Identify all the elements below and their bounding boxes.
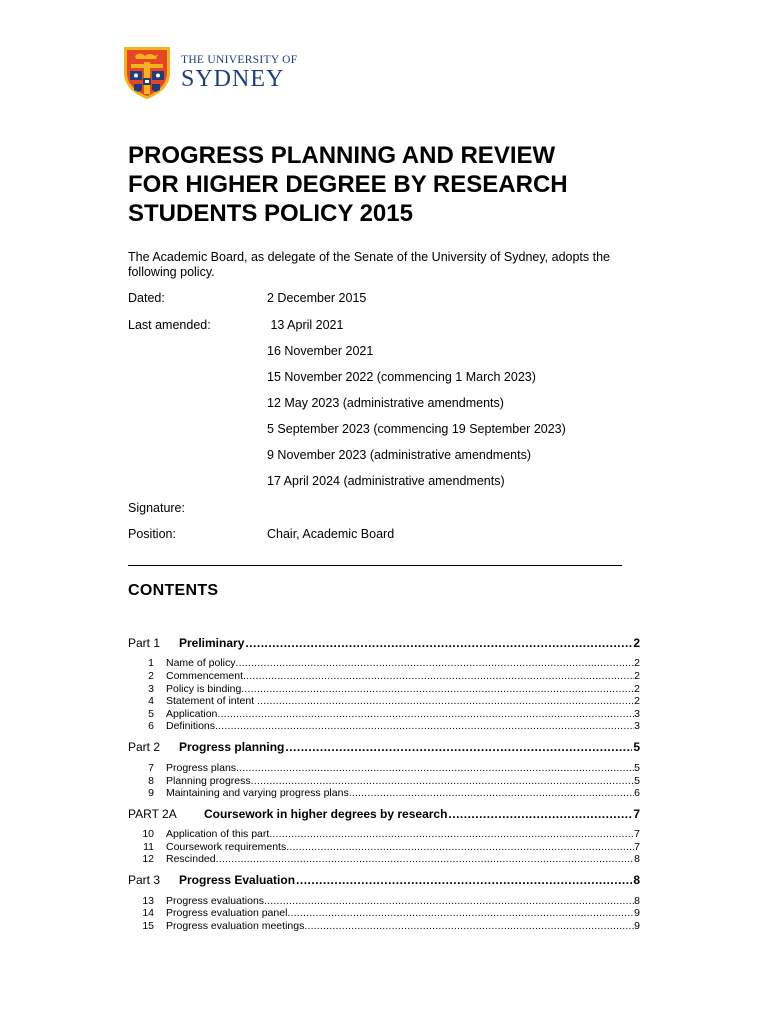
toc-page-number: 2: [634, 657, 640, 669]
toc-page-number: 3: [634, 708, 640, 720]
toc-item-number: 11: [143, 841, 154, 853]
toc-leader-dots: [264, 895, 634, 908]
toc-item-planning-progress[interactable]: [138, 775, 640, 788]
toc-part-number: PART 2A: [128, 807, 177, 821]
toc-item-number: 1: [148, 657, 154, 669]
amendment-date: 13 April 2021: [267, 318, 344, 332]
toc-leader-dots: [236, 762, 634, 775]
toc-item-number: 2: [148, 670, 154, 682]
toc-item-title: Progress evaluations: [166, 895, 265, 907]
toc-leader-dots: [286, 841, 634, 854]
toc-page-number: 7: [633, 807, 640, 821]
toc-page-number: 2: [634, 683, 640, 695]
toc-page-number: 9: [634, 920, 640, 932]
toc-part-2[interactable]: [128, 740, 640, 754]
toc-page-number: 8: [634, 853, 640, 865]
amendment-date: 5 September 2023 (commencing 19 September 2023): [267, 422, 566, 436]
toc-item-title: Progress evaluation panel: [166, 907, 288, 919]
toc-item-application-of-this-part[interactable]: [138, 828, 640, 841]
dated-value: 2 December 2015: [267, 291, 367, 305]
toc-page-number: 9: [634, 907, 640, 919]
amendment-date: 16 November 2021: [267, 344, 374, 358]
amendment-date: 9 November 2023 (administrative amendments): [267, 448, 532, 462]
toc-item-number: 6: [148, 720, 154, 732]
toc-item-title: Application of this part: [166, 828, 270, 840]
toc-leader-dots: [349, 787, 634, 800]
toc-item-title: Application: [166, 708, 218, 720]
toc-item-title: Planning progress: [166, 775, 251, 787]
toc-part-title: Progress planning: [179, 740, 285, 754]
last-amended-label: Last amended:: [128, 318, 211, 332]
horizontal-divider: [128, 565, 622, 566]
toc-page-number: 5: [634, 762, 640, 774]
dated-label: Dated:: [128, 291, 165, 305]
toc-item-title: Name of policy: [166, 657, 236, 669]
toc-part-title: Preliminary: [179, 636, 245, 650]
toc-item-title: Rescinded: [166, 853, 216, 865]
toc-part-2a[interactable]: [128, 807, 640, 821]
toc-page-number: 2: [634, 695, 640, 707]
toc-part-1[interactable]: [128, 636, 640, 650]
toc-page-number: 3: [634, 720, 640, 732]
toc-item-coursework-requirements[interactable]: [138, 841, 640, 854]
toc-leader-dots: [304, 920, 634, 933]
toc-leader-dots: [296, 873, 632, 887]
toc-item-maintaining-progress-plans[interactable]: [138, 787, 640, 800]
toc-item-title: Maintaining and varying progress plans: [166, 787, 349, 799]
toc-page-number: 2: [634, 670, 640, 682]
toc-item-policy-is-binding[interactable]: [138, 683, 640, 696]
toc-item-statement-of-intent[interactable]: [138, 695, 640, 708]
toc-item-title: Definitions: [166, 720, 216, 732]
toc-item-title: Progress plans: [166, 762, 237, 774]
wordmark-line-1: THE UNIVERSITY OF: [181, 53, 298, 66]
toc-item-number: 7: [148, 762, 154, 774]
toc-item-progress-evaluation-panel[interactable]: [138, 907, 640, 920]
toc-item-rescinded[interactable]: [138, 853, 640, 866]
toc-leader-dots: [285, 740, 632, 754]
toc-item-title: Statement of intent: [166, 695, 258, 707]
toc-part-number: Part 3: [128, 873, 161, 887]
toc-item-title: Policy is binding: [166, 683, 242, 695]
toc-item-number: 12: [142, 853, 154, 865]
toc-item-progress-evaluation-meetings[interactable]: [138, 920, 640, 933]
toc-item-number: 15: [142, 920, 154, 932]
toc-item-number: 13: [142, 895, 154, 907]
position-value: Chair, Academic Board: [267, 527, 395, 541]
toc-page-number: 6: [634, 787, 640, 799]
toc-item-commencement[interactable]: [138, 670, 640, 683]
toc-item-number: 8: [148, 775, 154, 787]
toc-page-number: 5: [634, 775, 640, 787]
contents-heading: CONTENTS: [128, 582, 219, 599]
amendment-date: 15 November 2022 (commencing 1 March 2023): [267, 370, 536, 384]
policy-title-line-2: FOR HIGHER DEGREE BY RESEARCH: [128, 171, 568, 198]
toc-item-number: 3: [148, 683, 154, 695]
toc-part-title: Coursework in higher degrees by research: [204, 807, 448, 821]
toc-page-number: 5: [633, 740, 640, 754]
intro-paragraph: The Academic Board, as delegate of the Senate of the University of Sydney, adopts the following policy.: [128, 250, 611, 279]
university-logo[interactable]: [122, 45, 297, 101]
toc-leader-dots: [215, 720, 634, 733]
toc-page-number: 8: [634, 895, 640, 907]
policy-title: [128, 141, 648, 228]
toc-leader-dots: [448, 807, 632, 821]
toc-page-number: 7: [634, 828, 640, 840]
toc-part-number: Part 1: [128, 636, 161, 650]
toc-part-title: Progress Evaluation: [179, 873, 296, 887]
policy-title-line-3: STUDENTS POLICY 2015: [128, 200, 413, 227]
toc-item-number: 9: [148, 787, 154, 799]
toc-item-title: Progress evaluation meetings: [166, 920, 305, 932]
amendment-date: 12 May 2023 (administrative amendments): [267, 396, 504, 410]
signature-label: Signature:: [128, 501, 185, 515]
wordmark-line-2: SYDNEY: [181, 66, 285, 93]
toc-item-progress-evaluations[interactable]: [138, 895, 640, 908]
toc-part-3[interactable]: [128, 873, 640, 887]
toc-page-number: 8: [633, 873, 640, 887]
toc-leader-dots: [251, 775, 635, 788]
university-crest-icon: [122, 45, 172, 101]
amendment-date: 17 April 2024 (administrative amendments): [267, 474, 505, 488]
toc-leader-dots: [216, 853, 635, 866]
toc-item-number: 14: [142, 907, 154, 919]
university-wordmark: [181, 55, 297, 92]
toc-page-number: 2: [633, 636, 640, 650]
toc-item-number: 10: [142, 828, 154, 840]
toc-item-name-of-policy[interactable]: [138, 657, 640, 670]
toc-leader-dots: [217, 708, 634, 721]
toc-item-definitions[interactable]: [138, 720, 640, 733]
toc-item-progress-plans[interactable]: [138, 762, 640, 775]
position-label: Position:: [128, 527, 176, 541]
toc-leader-dots: [243, 670, 634, 683]
toc-part-number: Part 2: [128, 740, 161, 754]
toc-leader-dots: [241, 683, 634, 696]
toc-leader-dots: [245, 636, 632, 650]
toc-page-number: 7: [634, 841, 640, 853]
toc-item-application[interactable]: [138, 708, 640, 721]
toc-leader-dots: [257, 695, 634, 708]
toc-leader-dots: [269, 828, 634, 841]
toc-item-title: Commencement: [166, 670, 244, 682]
policy-title-line-1: PROGRESS PLANNING AND REVIEW: [128, 142, 556, 169]
toc-item-number: 5: [148, 708, 154, 720]
toc-item-title: Coursework requirements: [166, 841, 287, 853]
toc-leader-dots: [287, 907, 634, 920]
toc-item-number: 4: [148, 695, 154, 707]
toc-leader-dots: [235, 657, 634, 670]
